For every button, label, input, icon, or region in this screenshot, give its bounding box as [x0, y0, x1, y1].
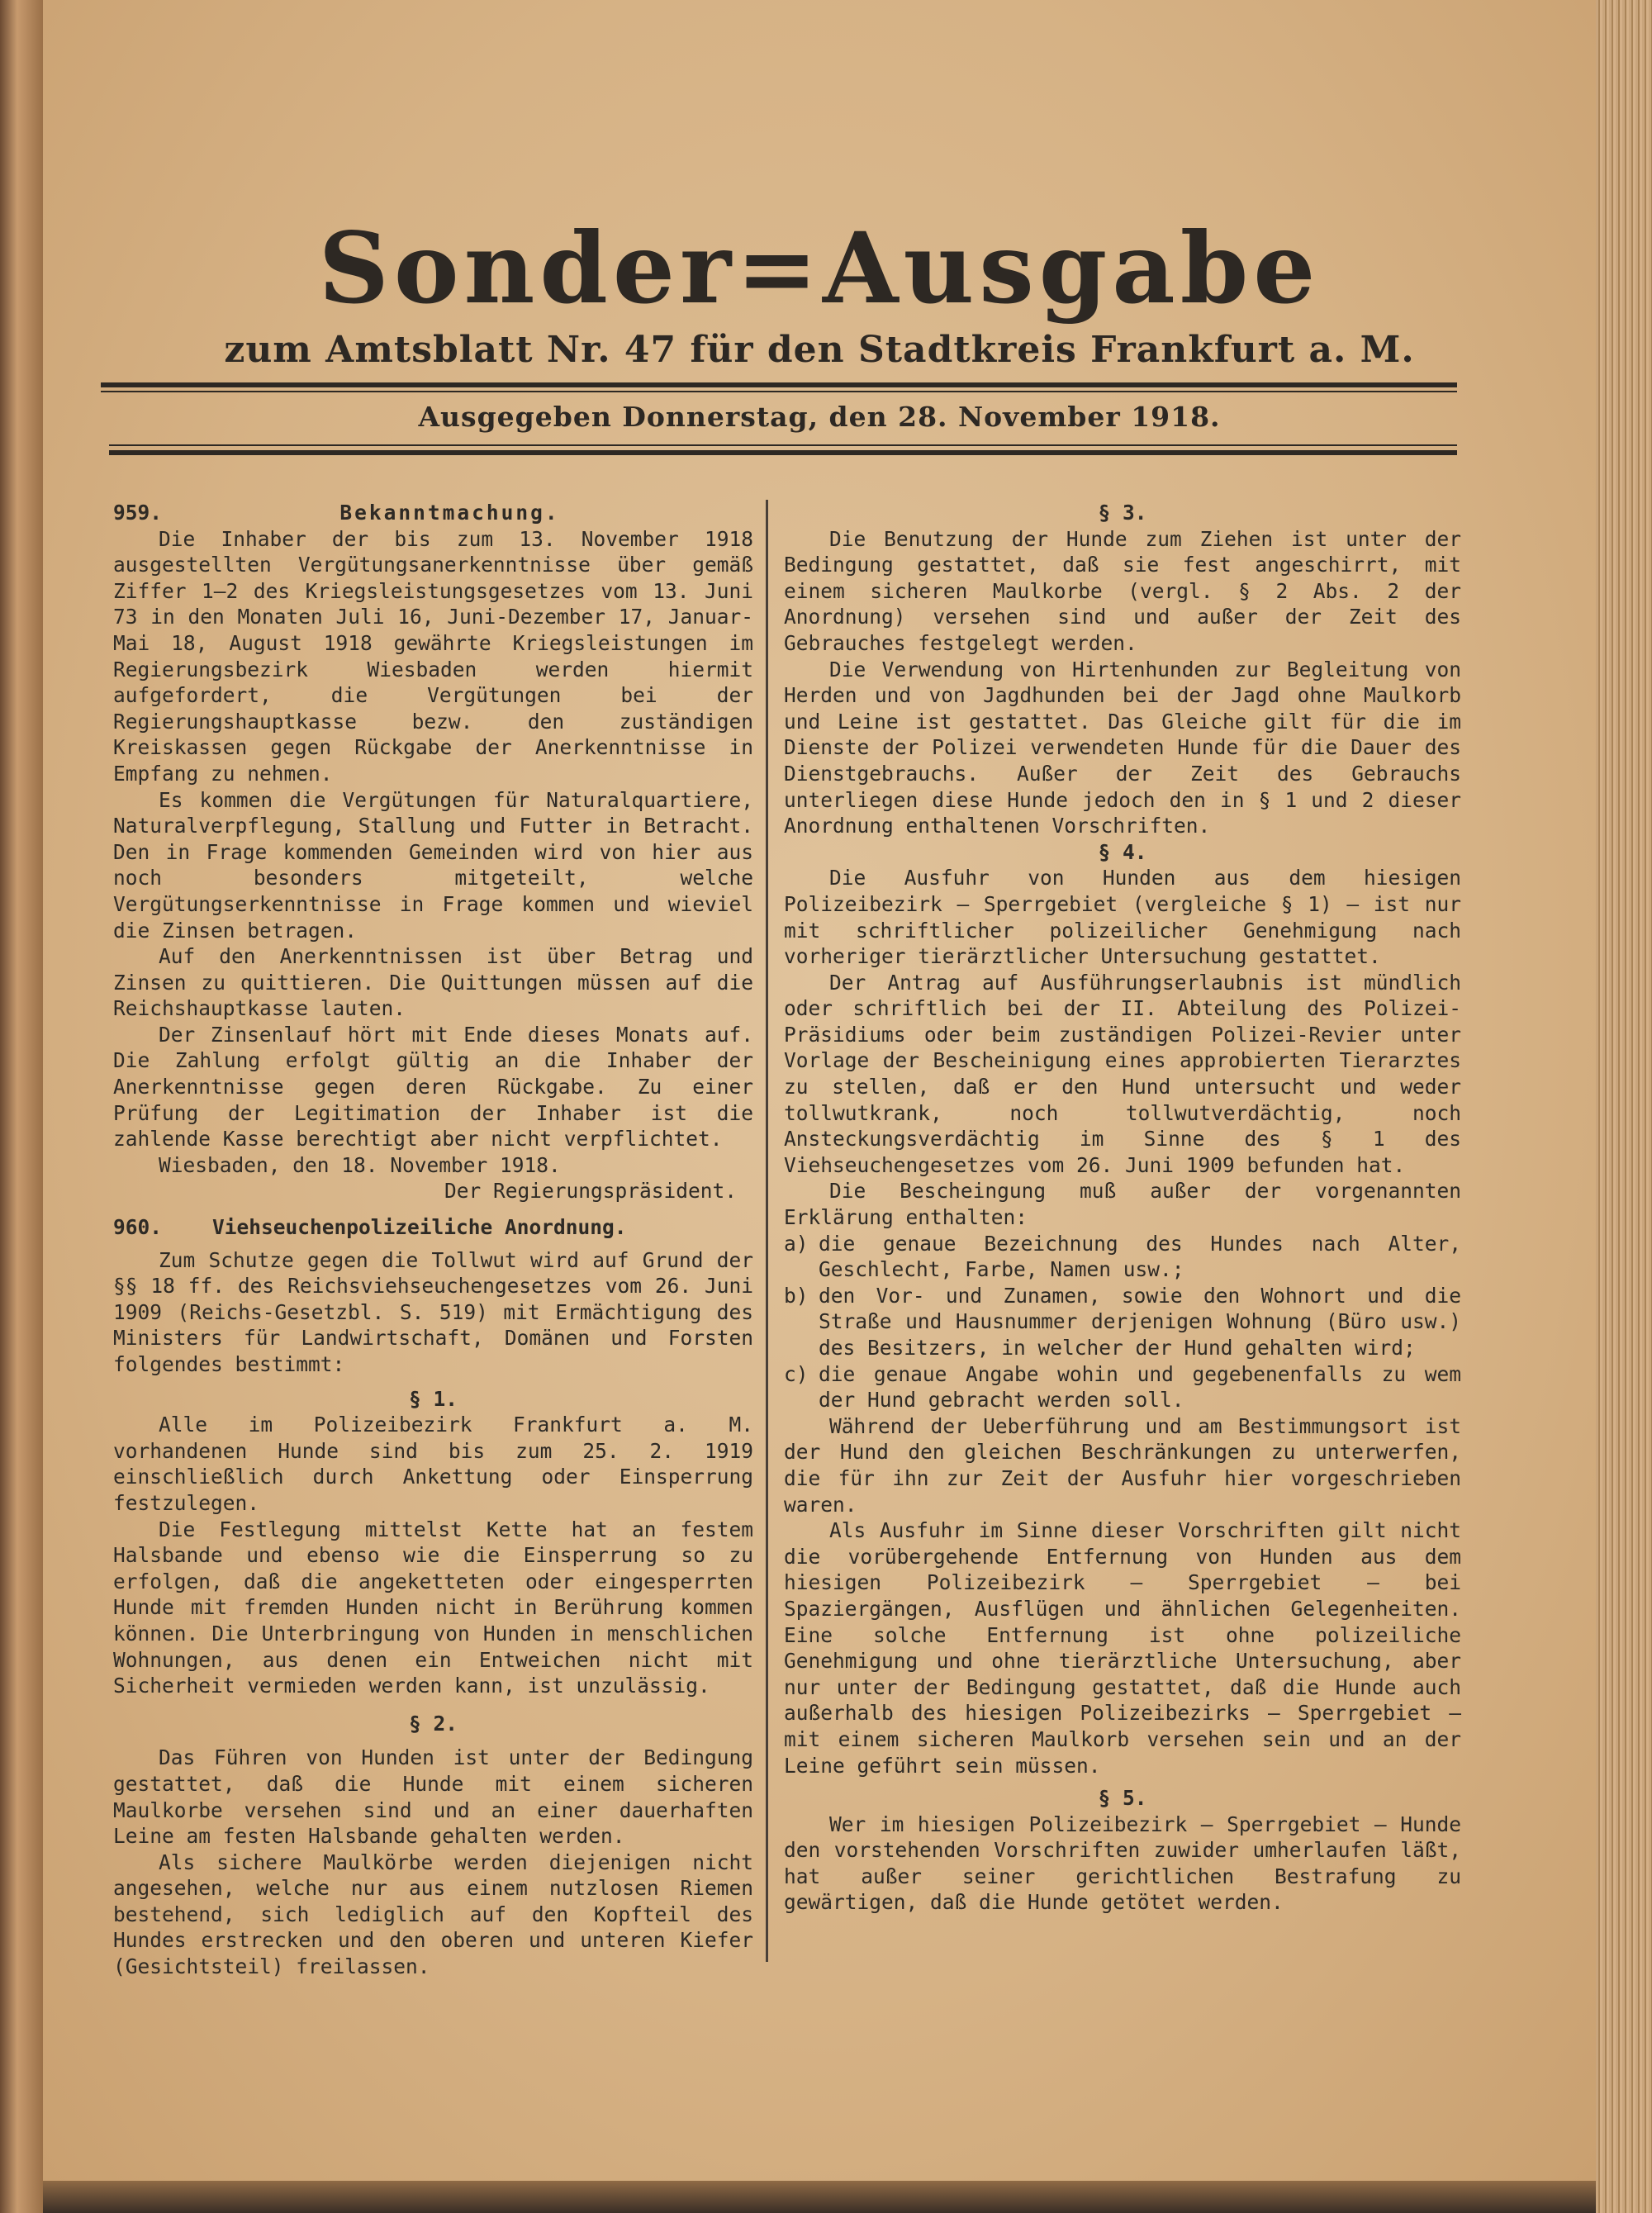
left-column [113, 500, 753, 1980]
notice-959-heading [113, 500, 753, 526]
top-rule-thin [101, 391, 1457, 392]
section-2-paragraph-1: Das Führen von Hunden ist unter der Bedingung gestattet, daß die Hunde mit einem sicheren Maulkorbe versehen sind und an einer dauerhaften Leine am festen Halsbande gehalten werden. [113, 1745, 753, 1849]
notice-number: 960. [113, 1215, 163, 1240]
list-item-text: die genaue Bezeichnung des Hundes nach Alter, Geschlecht, Farbe, Namen usw.; [819, 1231, 1461, 1282]
section-3-paragraph-2: Die Verwendung von Hirtenhunden zur Begleitung von Herden und von Jagdhunden bei der Jagd ohne Maulkorb und Leine ist gestattet. Das Gleiche gilt für die im Dienste der Polizei verwendeten Hunde für die Dauer des Dienstgebrauchs. Außer der Zeit des Gebrauchs unterliegen diese Hunde jedoch den in § 1 und 2 dieser Anordnung enthaltenen Vorschriften. [784, 657, 1461, 838]
notice-959-signature: Der Regierungspräsident. [444, 1179, 737, 1204]
bottom-shadow [43, 2181, 1596, 2213]
notice-959-paragraph-4: Der Zinsenlauf hört mit Ende dieses Monats auf. Die Zahlung erfolgt gültig an die Inhaber der Anerkenntnisse gegen deren Rückgabe. Zu einer Prüfung der Legitimation der Inhaber ist die zahlende Kasse berechtigt aber nicht verpflichtet. [113, 1022, 753, 1152]
list-item-text: den Vor- und Zunamen, sowie den Wohnort und die Straße und Hausnummer derjenigen Wohnung (Büro usw.) des Besitzers, in welcher der Hund gehalten wird; [819, 1283, 1461, 1360]
section-3-paragraph-1: Die Benutzung der Hunde zum Ziehen ist unter der Bedingung gestattet, daß sie fest angeschirrt, mit einem sicheren Maulkorbe (vergl. § 2 Abs. 2 der Anordnung) versehen sind und außer der Zeit des Gebrauches festgelegt werden. [784, 526, 1461, 655]
section-4-paragraph-1: Die Ausfuhr von Hunden aus dem hiesigen Polizeibezirk — Sperrgebiet (vergleiche § 1) — ist nur mit schriftlicher polizeilicher Genehmigung nach vorheriger tierärztlicher Untersuchung gestattet. [784, 866, 1461, 969]
section-2-paragraph-2: Als sichere Maulkörbe werden diejenigen nicht angesehen, welche nur aus einem nutzlosen Riemen bestehend, sich lediglich auf den Kopfteil des Hundes erstrecken und den oberen und unteren Kiefer (Gesichtsteil) freilassen. [113, 1850, 753, 1979]
section-4-paragraph-2: Der Antrag auf Ausführungserlaubnis ist mündlich oder schriftlich bei der II. Abteilung des Polizei-Präsidiums oder beim zuständigen Polizei-Revier unter Vorlage der Bescheinigung eines approbierten Tierarztes zu stellen, daß er den Hund untersucht und weder tollwutkrank, noch tollwutverdächtig, noch Ansteckungsverdächtig im Sinne des § 1 des Viehseuchengesetzes vom 26. Juni 1909 befunden hat. [784, 970, 1461, 1177]
notice-959-paragraph-3: Auf den Anerkenntnissen ist über Betrag und Zinsen zu quittieren. Die Quittungen müssen auf die Reichshauptkasse lauten. [113, 944, 753, 1021]
bottom-rule-thin [109, 444, 1457, 446]
notice-960-heading [113, 1214, 753, 1241]
section-4-paragraph-5: Als Ausfuhr im Sinne dieser Vorschriften gilt nicht die vorübergehende Entfernung von Hunden aus dem hiesigen Polizeibezirk — Sperrgebiet — bei Spaziergängen, Ausflügen und ähnlichen Gelegenheiten. Eine solche Entfernung ist ohne polizeiliche Genehmigung und ohne tierärztliche Untersuchung, aber nur unter der Bedingung gestattet, daß die Hunde auch außerhalb des hiesigen Polizeibezirks — Sperrgebiet — mit einem sicheren Maulkorb versehen sein und an der Leine geführt sein müssen. [784, 1518, 1461, 1778]
notice-959-paragraph-1: Die Inhaber der bis zum 13. November 1918 ausgestellten Vergütungsanerkenntnisse über gemäß Ziffer 1—2 des Kriegsleistungsgesetzes vom 13. Juni 73 in den Monaten Juli 16, Juni-Dezember 17, Januar-Mai 18, August 1918 gewährte Kriegsleistungen im Regierungsbezirk Wiesbaden werden hiermit aufgefordert, die Vergütungen bei der Regierungshauptkasse bezw. den zuständigen Kreiskassen gegen Rückgabe der Anerkenntnisse in Empfang zu nehmen. [113, 526, 753, 786]
issue-date-line: Ausgegeben Donnerstag, den 28. November 1918. [418, 401, 1221, 433]
notice-959-place-date: Wiesbaden, den 18. November 1918. [159, 1152, 561, 1177]
section-5-heading: § 5. [1098, 1786, 1147, 1811]
top-rule-thick [101, 382, 1457, 387]
masthead-title: Sonder=Ausgabe [318, 211, 1321, 325]
left-page-edge [0, 0, 43, 2213]
list-item-label: c) [784, 1361, 809, 1386]
section-2-heading: § 2. [408, 1711, 458, 1736]
list-item [784, 1231, 1461, 1283]
section-4-paragraph-4: Während der Ueberführung und am Bestimmungsort ist der Hund den gleichen Beschränkungen zu unterwerfen, die für ihn zur Zeit der Ausfuhr hier vorgeschrieben waren. [784, 1413, 1461, 1517]
list-item [784, 1283, 1461, 1361]
notice-959-paragraph-2: Es kommen die Vergütungen für Naturalquartiere, Naturalverpflegung, Stallung und Futter in Betracht. Den in Frage kommenden Gemeinden wird von hier aus noch besonders mitgeteilt, welche Vergütungserkenntnisse in Frage kommen und wieviel die Zinsen betragen. [113, 787, 753, 943]
right-column [784, 500, 1461, 1916]
list-item-label: a) [784, 1231, 809, 1256]
bottom-rule-thick [109, 450, 1457, 455]
section-5-paragraph-1: Wer im hiesigen Polizeibezirk — Sperrgebiet — Hunde den vorstehenden Vorschriften zuwider umherlaufen läßt, hat außer seiner gerichtlichen Bestrafung zu gewärtigen, daß die Hunde getötet werden. [784, 1812, 1461, 1915]
notice-title: Viehseuchenpolizeiliche Anordnung. [212, 1215, 627, 1240]
section-4-heading: § 4. [1098, 839, 1147, 864]
column-divider [766, 500, 768, 1962]
masthead-subtitle: zum Amtsblatt Nr. 47 für den Stadtkreis Frankfurt a. M. [224, 329, 1415, 371]
list-item-label: b) [784, 1283, 809, 1308]
section-4-paragraph-3: Die Bescheingung muß außer der vorgenannten Erklärung enthalten: [784, 1179, 1461, 1230]
document-page [43, 0, 1596, 2181]
section-1-paragraph-1: Alle im Polizeibezirk Frankfurt a. M. vorhandenen Hunde sind bis zum 25. 2. 1919 einschließlich durch Ankettung oder Einsperrung festzulegen. [113, 1413, 753, 1515]
notice-number: 959. [113, 501, 163, 525]
page-edge-stack [1596, 0, 1652, 2213]
section-3-heading: § 3. [1098, 501, 1147, 525]
notice-960-intro: Zum Schutze gegen die Tollwut wird auf Grund der §§ 18 ff. des Reichsviehseuchengesetzes vom 26. Juni 1909 (Reichs-Gesetzbl. S. 519) mit Ermächtigung des Ministers für Landwirtschaft, Domänen und Forsten folgendes bestimmt: [113, 1247, 753, 1376]
section-1-paragraph-2: Die Festlegung mittelst Kette hat an festem Halsbande und ebenso wie die Einsperrung so zu erfolgen, daß die angeketteten oder eingesperrten Hunde mit fremden Hunden nicht in Berührung kommen können. Die Unterbringung von Hunden in menschlichen Wohnungen, aus denen ein Entweichen nicht mit Sicherheit vermieden werden kann, ist unzulässig. [113, 1517, 753, 1698]
notice-title: Bekanntmachung. [339, 501, 560, 525]
list-item [784, 1361, 1461, 1413]
section-1-heading: § 1. [408, 1386, 458, 1411]
list-item-text: die genaue Angabe wohin und gegebenenfalls zu wem der Hund gebracht werden soll. [819, 1361, 1461, 1413]
